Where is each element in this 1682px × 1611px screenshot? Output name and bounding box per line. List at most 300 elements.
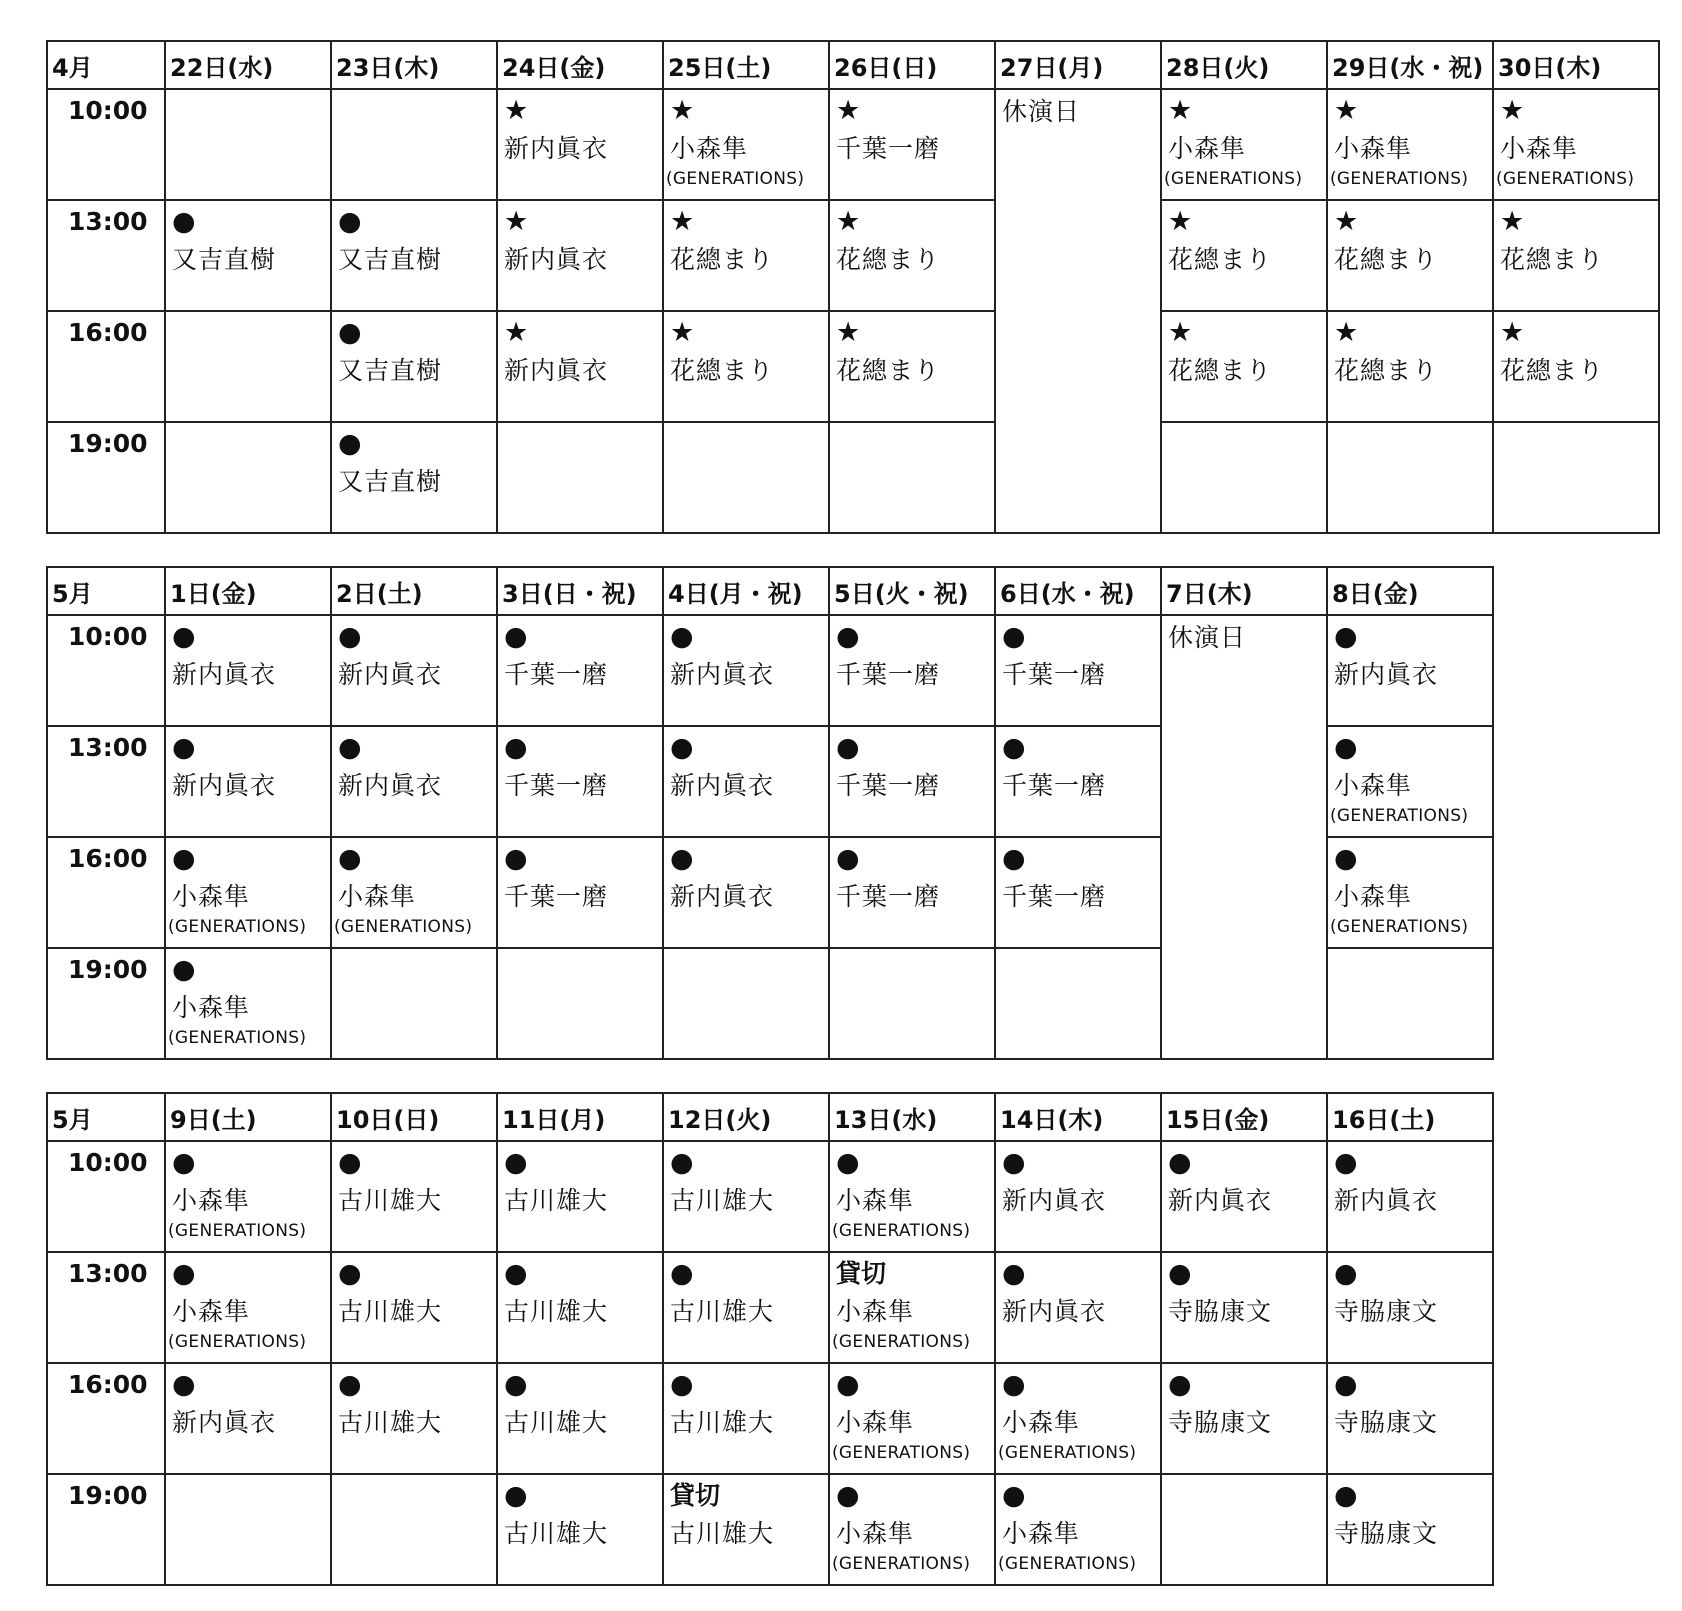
performer-name: 古川雄大	[504, 1519, 609, 1548]
time-slot-row	[47, 615, 1493, 726]
performance-cell	[165, 1363, 331, 1474]
circle-icon: ●	[504, 732, 528, 763]
day-header: 24日(金)	[497, 41, 663, 89]
circle-icon: ●	[670, 1258, 694, 1289]
performer-group: (GENERATIONS)	[832, 1221, 971, 1241]
day-header: 11日(月)	[497, 1093, 663, 1141]
performer-group: (GENERATIONS)	[168, 1028, 307, 1048]
performance-cell	[829, 1474, 995, 1585]
performance-cell	[331, 311, 497, 422]
performer-name: 古川雄大	[504, 1186, 609, 1215]
performer-name: 千葉一磨	[836, 660, 941, 689]
star-icon: ★	[1334, 317, 1359, 348]
performer-name: 千葉一磨	[1002, 660, 1107, 689]
time-slot-row	[47, 1252, 1493, 1363]
circle-icon: ●	[836, 621, 860, 652]
time-slot-row	[47, 422, 1659, 533]
circle-icon: ●	[504, 621, 528, 652]
performance-cell	[663, 615, 829, 726]
circle-icon: ●	[670, 732, 694, 763]
performer-name: 花總まり	[1168, 356, 1273, 385]
performance-cell	[663, 1363, 829, 1474]
day-header: 12日(火)	[663, 1093, 829, 1141]
circle-icon: ●	[670, 621, 694, 652]
performance-cell	[497, 311, 663, 422]
performer-group: (GENERATIONS)	[1330, 917, 1469, 937]
performance-cell	[1493, 311, 1659, 422]
performance-cell	[165, 1252, 331, 1363]
circle-icon: ●	[1002, 1258, 1026, 1289]
performer-name: 新内眞衣	[172, 1408, 277, 1437]
day-header: 8日(金)	[1327, 567, 1493, 615]
rest-day-label: 休演日	[1002, 97, 1081, 126]
performer-name: 新内眞衣	[504, 134, 609, 163]
performer-group: (GENERATIONS)	[168, 917, 307, 937]
performer-name: 新内眞衣	[670, 660, 775, 689]
performance-cell	[497, 1252, 663, 1363]
empty-cell	[995, 948, 1161, 1059]
empty-cell	[497, 422, 663, 533]
performer-name: 新内眞衣	[670, 882, 775, 911]
performance-cell	[331, 200, 497, 311]
day-header: 29日(水・祝)	[1327, 41, 1493, 89]
performer-group: (GENERATIONS)	[1164, 169, 1303, 189]
performance-cell	[1327, 1363, 1493, 1474]
performance-cell	[995, 1141, 1161, 1252]
performer-name: 古川雄大	[338, 1297, 443, 1326]
circle-icon: ●	[338, 732, 362, 763]
star-icon: ★	[836, 206, 861, 237]
performer-name: 又吉直樹	[338, 245, 443, 274]
performance-cell	[663, 1141, 829, 1252]
performance-cell	[829, 311, 995, 422]
performer-name: 古川雄大	[670, 1519, 775, 1548]
day-header: 26日(日)	[829, 41, 995, 89]
rest-day-cell	[995, 89, 1161, 533]
day-header: 13日(水)	[829, 1093, 995, 1141]
performance-cell	[995, 726, 1161, 837]
performer-name: 新内眞衣	[172, 771, 277, 800]
day-header: 6日(水・祝)	[995, 567, 1161, 615]
circle-icon: ●	[504, 1369, 528, 1400]
schedule-table-april	[46, 40, 1660, 534]
empty-cell	[1161, 1474, 1327, 1585]
day-header: 28日(火)	[1161, 41, 1327, 89]
month-label: 5月	[47, 567, 165, 615]
performer-name: 小森隼	[1500, 134, 1579, 163]
performance-cell	[331, 615, 497, 726]
performer-name: 小森隼	[670, 134, 749, 163]
schedule-table-may-mid	[46, 1092, 1494, 1586]
circle-icon: ●	[1168, 1369, 1192, 1400]
day-header: 5日(火・祝)	[829, 567, 995, 615]
empty-cell	[663, 422, 829, 533]
performance-cell	[1161, 200, 1327, 311]
header-row	[47, 567, 1493, 615]
star-icon: ★	[1168, 95, 1193, 126]
time-label: 13:00	[47, 1252, 165, 1363]
empty-cell	[165, 1474, 331, 1585]
star-icon: ★	[504, 95, 529, 126]
circle-icon: ●	[338, 621, 362, 652]
circle-icon: ●	[1334, 843, 1358, 874]
performance-cell	[1327, 615, 1493, 726]
star-icon: ★	[1500, 317, 1525, 348]
performer-group: (GENERATIONS)	[1496, 169, 1635, 189]
performance-cell	[1493, 89, 1659, 200]
empty-cell	[1327, 948, 1493, 1059]
performance-cell	[497, 615, 663, 726]
time-label: 19:00	[47, 1474, 165, 1585]
time-label: 19:00	[47, 948, 165, 1059]
performance-cell	[331, 1141, 497, 1252]
circle-icon: ●	[1002, 1369, 1026, 1400]
day-header: 25日(土)	[663, 41, 829, 89]
performance-cell	[663, 726, 829, 837]
circle-icon: ●	[1002, 621, 1026, 652]
circle-icon: ●	[172, 732, 196, 763]
performance-cell	[331, 837, 497, 948]
performer-name: 小森隼	[836, 1297, 915, 1326]
performer-name: 花總まり	[670, 245, 775, 274]
performance-cell	[1493, 200, 1659, 311]
circle-icon: ●	[1334, 1369, 1358, 1400]
performance-cell	[1327, 837, 1493, 948]
performance-cell	[663, 837, 829, 948]
day-header: 4日(月・祝)	[663, 567, 829, 615]
performer-name: 花總まり	[1500, 356, 1605, 385]
star-icon: ★	[504, 317, 529, 348]
performance-cell	[331, 422, 497, 533]
time-slot-row	[47, 311, 1659, 422]
performance-cell	[1327, 1141, 1493, 1252]
circle-icon: ●	[836, 843, 860, 874]
star-icon: ★	[670, 95, 695, 126]
time-label: 16:00	[47, 311, 165, 422]
performer-name: 千葉一磨	[504, 660, 609, 689]
performer-name: 古川雄大	[670, 1408, 775, 1437]
circle-icon: ●	[172, 1258, 196, 1289]
day-header: 15日(金)	[1161, 1093, 1327, 1141]
performer-group: (GENERATIONS)	[1330, 806, 1469, 826]
performer-name: 花總まり	[836, 245, 941, 274]
performer-name: 寺脇康文	[1334, 1297, 1439, 1326]
performer-name: 小森隼	[836, 1186, 915, 1215]
empty-cell	[497, 948, 663, 1059]
performance-cell	[1161, 311, 1327, 422]
performance-cell	[165, 615, 331, 726]
performance-cell	[663, 311, 829, 422]
performer-group: (GENERATIONS)	[168, 1221, 307, 1241]
empty-cell	[165, 89, 331, 200]
performance-cell	[1327, 1252, 1493, 1363]
star-icon: ★	[670, 206, 695, 237]
circle-icon: ●	[504, 1147, 528, 1178]
performer-name: 又吉直樹	[338, 356, 443, 385]
performer-name: 小森隼	[1002, 1519, 1081, 1548]
performer-name: 寺脇康文	[1334, 1408, 1439, 1437]
empty-cell	[165, 311, 331, 422]
month-label: 4月	[47, 41, 165, 89]
performer-name: 又吉直樹	[338, 467, 443, 496]
circle-icon: ●	[1002, 1480, 1026, 1511]
performer-name: 千葉一磨	[504, 771, 609, 800]
performance-cell	[1161, 1141, 1327, 1252]
performance-cell	[829, 200, 995, 311]
time-label: 16:00	[47, 837, 165, 948]
performer-name: 花總まり	[1500, 245, 1605, 274]
performer-name: 新内眞衣	[1334, 1186, 1439, 1215]
circle-icon: ●	[338, 428, 362, 459]
day-header: 16日(土)	[1327, 1093, 1493, 1141]
performance-cell	[165, 200, 331, 311]
performance-cell	[829, 89, 995, 200]
performance-cell	[829, 837, 995, 948]
performance-cell	[995, 1252, 1161, 1363]
day-header: 2日(土)	[331, 567, 497, 615]
circle-icon: ●	[172, 1369, 196, 1400]
performer-name: 花總まり	[1168, 245, 1273, 274]
time-label: 10:00	[47, 1141, 165, 1252]
performer-name: 小森隼	[1334, 771, 1413, 800]
circle-icon: ●	[836, 1480, 860, 1511]
circle-icon: ●	[338, 206, 362, 237]
performance-cell	[663, 200, 829, 311]
performer-name: 寺脇康文	[1168, 1408, 1273, 1437]
performance-cell	[497, 200, 663, 311]
performer-name: 新内眞衣	[670, 771, 775, 800]
star-icon: ★	[1500, 206, 1525, 237]
performer-name: 新内眞衣	[504, 245, 609, 274]
performer-group: (GENERATIONS)	[334, 917, 473, 937]
day-header: 10日(日)	[331, 1093, 497, 1141]
day-header: 14日(木)	[995, 1093, 1161, 1141]
circle-icon: ●	[836, 732, 860, 763]
performer-group: (GENERATIONS)	[832, 1332, 971, 1352]
month-label: 5月	[47, 1093, 165, 1141]
performer-name: 小森隼	[172, 882, 251, 911]
circle-icon: ●	[670, 843, 694, 874]
performer-name: 小森隼	[1002, 1408, 1081, 1437]
rest-day-cell	[1161, 615, 1327, 1059]
performance-cell	[165, 948, 331, 1059]
performance-cell	[497, 1141, 663, 1252]
performer-name: 古川雄大	[338, 1186, 443, 1215]
performance-cell	[829, 1141, 995, 1252]
circle-icon: ●	[504, 1258, 528, 1289]
performer-name: 千葉一磨	[504, 882, 609, 911]
empty-cell	[331, 89, 497, 200]
star-icon: ★	[1500, 95, 1525, 126]
performance-cell	[497, 1474, 663, 1585]
time-label: 10:00	[47, 89, 165, 200]
star-icon: ★	[504, 206, 529, 237]
circle-icon: ●	[1168, 1147, 1192, 1178]
performer-name: 千葉一磨	[836, 134, 941, 163]
day-header: 30日(木)	[1493, 41, 1659, 89]
performer-name: 小森隼	[172, 1297, 251, 1326]
performance-cell	[995, 1474, 1161, 1585]
circle-icon: ●	[172, 621, 196, 652]
performance-cell	[497, 726, 663, 837]
performer-name: 小森隼	[836, 1408, 915, 1437]
day-header: 27日(月)	[995, 41, 1161, 89]
performer-name: 新内眞衣	[504, 356, 609, 385]
circle-icon: ●	[1002, 732, 1026, 763]
header-row	[47, 1093, 1493, 1141]
performance-cell	[1327, 1474, 1493, 1585]
performer-group: (GENERATIONS)	[1330, 169, 1469, 189]
empty-cell	[829, 948, 995, 1059]
circle-icon: ●	[338, 1258, 362, 1289]
circle-icon: ●	[1334, 1258, 1358, 1289]
time-slot-row	[47, 1363, 1493, 1474]
performance-cell	[331, 1363, 497, 1474]
performance-cell	[497, 89, 663, 200]
performer-group: (GENERATIONS)	[832, 1443, 971, 1463]
performer-name: 小森隼	[338, 882, 417, 911]
day-header: 1日(金)	[165, 567, 331, 615]
performer-name: 古川雄大	[504, 1297, 609, 1326]
empty-cell	[663, 948, 829, 1059]
performer-name: 千葉一磨	[836, 771, 941, 800]
star-icon: ★	[670, 317, 695, 348]
performer-name: 新内眞衣	[1168, 1186, 1273, 1215]
circle-icon: ●	[1002, 1147, 1026, 1178]
time-slot-row	[47, 1474, 1493, 1585]
performer-name: 新内眞衣	[338, 771, 443, 800]
performance-cell	[829, 1252, 995, 1363]
time-label: 13:00	[47, 726, 165, 837]
circle-icon: ●	[1334, 1480, 1358, 1511]
performer-name: 寺脇康文	[1168, 1297, 1273, 1326]
circle-icon: ●	[670, 1147, 694, 1178]
performer-name: 小森隼	[1168, 134, 1247, 163]
performance-cell	[165, 726, 331, 837]
performer-name: 古川雄大	[670, 1297, 775, 1326]
time-label: 16:00	[47, 1363, 165, 1474]
empty-cell	[829, 422, 995, 533]
performance-cell	[331, 726, 497, 837]
performance-cell	[497, 1363, 663, 1474]
star-icon: ★	[1168, 206, 1193, 237]
day-header: 9日(土)	[165, 1093, 331, 1141]
performer-name: 花總まり	[670, 356, 775, 385]
performer-name: 小森隼	[172, 993, 251, 1022]
performer-name: 新内眞衣	[1334, 660, 1439, 689]
time-slot-row	[47, 89, 1659, 200]
day-header: 7日(木)	[1161, 567, 1327, 615]
empty-cell	[1493, 422, 1659, 533]
circle-icon: ●	[172, 1147, 196, 1178]
performer-group: (GENERATIONS)	[998, 1443, 1137, 1463]
performer-name: 小森隼	[1334, 134, 1413, 163]
performance-cell	[1161, 89, 1327, 200]
star-icon: ★	[1168, 317, 1193, 348]
circle-icon: ●	[1334, 621, 1358, 652]
circle-icon: ●	[338, 843, 362, 874]
circle-icon: ●	[1334, 1147, 1358, 1178]
reserved-label: 貸切	[670, 1481, 721, 1510]
performer-name: 千葉一磨	[836, 882, 941, 911]
performance-cell	[1327, 200, 1493, 311]
time-label: 10:00	[47, 615, 165, 726]
circle-icon: ●	[172, 206, 196, 237]
performer-name: 小森隼	[172, 1186, 251, 1215]
performer-name: 花總まり	[836, 356, 941, 385]
performance-cell	[663, 1252, 829, 1363]
circle-icon: ●	[338, 317, 362, 348]
empty-cell	[331, 948, 497, 1059]
performance-cell	[829, 1363, 995, 1474]
performance-cell	[1327, 726, 1493, 837]
performer-name: 寺脇康文	[1334, 1519, 1439, 1548]
reserved-label: 貸切	[836, 1259, 887, 1288]
performer-name: 古川雄大	[504, 1408, 609, 1437]
time-slot-row	[47, 1141, 1493, 1252]
performer-group: (GENERATIONS)	[666, 169, 805, 189]
performance-cell	[1161, 1252, 1327, 1363]
performer-name: 新内眞衣	[1002, 1297, 1107, 1326]
performance-cell	[663, 89, 829, 200]
performance-cell	[1327, 311, 1493, 422]
day-header: 22日(水)	[165, 41, 331, 89]
performance-cell	[829, 726, 995, 837]
empty-cell	[165, 422, 331, 533]
performer-name: 古川雄大	[338, 1408, 443, 1437]
performer-name: 古川雄大	[670, 1186, 775, 1215]
performer-name: 千葉一磨	[1002, 882, 1107, 911]
circle-icon: ●	[338, 1147, 362, 1178]
performance-cell	[331, 1252, 497, 1363]
circle-icon: ●	[504, 843, 528, 874]
circle-icon: ●	[836, 1369, 860, 1400]
performance-cell	[995, 1363, 1161, 1474]
performer-name: 又吉直樹	[172, 245, 277, 274]
performer-name: 新内眞衣	[1002, 1186, 1107, 1215]
performer-group: (GENERATIONS)	[998, 1554, 1137, 1574]
performance-cell	[829, 615, 995, 726]
empty-cell	[331, 1474, 497, 1585]
performer-name: 花總まり	[1334, 356, 1439, 385]
performer-name: 千葉一磨	[1002, 771, 1107, 800]
star-icon: ★	[1334, 206, 1359, 237]
performer-name: 新内眞衣	[338, 660, 443, 689]
day-header: 3日(日・祝)	[497, 567, 663, 615]
star-icon: ★	[836, 317, 861, 348]
performer-group: (GENERATIONS)	[832, 1554, 971, 1574]
time-label: 19:00	[47, 422, 165, 533]
day-header: 23日(木)	[331, 41, 497, 89]
star-icon: ★	[1334, 95, 1359, 126]
performance-cell	[1161, 1363, 1327, 1474]
circle-icon: ●	[172, 843, 196, 874]
performer-name: 小森隼	[836, 1519, 915, 1548]
circle-icon: ●	[1002, 843, 1026, 874]
circle-icon: ●	[338, 1369, 362, 1400]
performance-cell	[165, 837, 331, 948]
performance-cell	[497, 837, 663, 948]
empty-cell	[1161, 422, 1327, 533]
circle-icon: ●	[1334, 732, 1358, 763]
empty-cell	[1327, 422, 1493, 533]
circle-icon: ●	[504, 1480, 528, 1511]
rest-day-label: 休演日	[1168, 623, 1247, 652]
performer-name: 花總まり	[1334, 245, 1439, 274]
performance-cell	[663, 1474, 829, 1585]
performance-cell	[995, 615, 1161, 726]
performance-cell	[1327, 89, 1493, 200]
